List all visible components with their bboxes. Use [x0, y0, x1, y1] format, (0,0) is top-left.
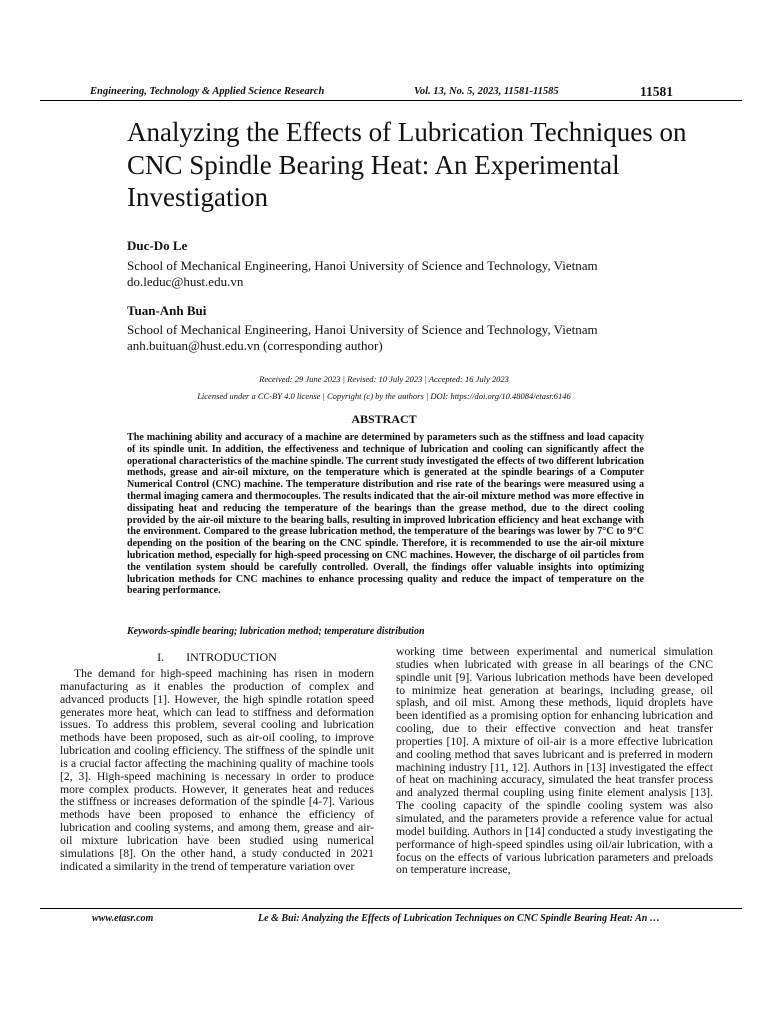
license-line: Licensed under a CC-BY 4.0 license | Copyright (c) by the authors | DOI: https://doi.org/10.48084/etasr.6146: [197, 391, 571, 401]
journal-name: Engineering, Technology & Applied Science Research: [90, 86, 325, 97]
abstract-text: The machining ability and accuracy of a machine are determined by parameters such as the stiffness and load capacity of its spindle unit. In addition, the effectiveness and technique of lubrication and cooling can significantly affect the operational characteristics of the machine spindle. The current study investigated the effects of two different lubrication methods, grease and air-oil mixture, on the temperature which is generated at the spindle bearings of a Computer Numerical Control (CNC) machine. The temperature distribution and rise rate of the bearings were measured using a thermal imaging camera and thermocouples. The results indicated that the air-oil mixture method was more effective in dissipating heat and reducing the temperature of the bearings than the grease method, due to the direct cooling provided by the air-oil mixture to the bearing balls, resulting in improved lubrication efficiency and heat exchange with the environment. Compared to the grease lubrication method, the temperature of the bearings was lower by 7°C to 9°C depending on the position of the bearing on the CNC spindle. Therefore, it is recommended to use the air-oil mixture lubrication method, especially for high-speed processing on CNC machines. However, the discharge of oil particles from the ventilation system should be carefully controlled. Overall, the findings offer valuable insights into optimizing lubrication methods for CNC machines to enhance processing quality and reduce the impact of temperature on the bearing performance.: [127, 432, 644, 597]
intro-continued-paragraph: working time between experimental and numerical simulation studies when lubricated with grease in all bearings of the CNC spindle unit [9]. Various lubrication methods have been developed to minimize heat generation at bearings, including grease, oil splash, and oil mist. Among these methods, liquid droplets have been identified as a promising option for enhancing lubrication and cooling, due to their effective convection and heat transfer properties [10]. A mixture of oil-air is a more effective lubrication and cooling method that saves lubricant and is preferred in modern machining industry [11, 12]. Authors in [13] investigated the effect of heat on machining accuracy, simulated the heat transfer process and analyzed thermal coupling using finite element analysis [13]. The cooling capacity of the spindle cooling system was also simulated, and the parameters provide a reference value for actual model building. Authors in [14] conducted a study investigating the performance of high-speed spindles using oil/air lubrication, with a focus on the effects of various lubrication parameters and preloads on temperature increase,: [396, 645, 713, 877]
received-dates: Received: 29 June 2023 | Revised: 10 July 2023 | Accepted: 16 July 2023: [259, 374, 509, 384]
footer-website: www.etasr.com: [92, 913, 154, 924]
left-column: [60, 668, 374, 874]
keywords: Keywords-spindle bearing; lubrication method; temperature distribution: [127, 626, 425, 637]
section-title: INTRODUCTION: [186, 650, 277, 664]
page-number: 11581: [640, 84, 674, 99]
author-1-affiliation: School of Mechanical Engineering, Hanoi University of Science and Technology, Vietnam: [127, 258, 598, 273]
volume-info: Vol. 13, No. 5, 2023, 11581-11585: [414, 86, 559, 97]
footer-citation: Le & Bui: Analyzing the Effects of Lubrication Techniques on CNC Spindle Bearing Heat: An …: [258, 913, 660, 924]
intro-paragraph: The demand for high-speed machining has risen in modern manufacturing as it enables the production of complex and advanced products [1]. However, the high spindle rotation speed generates more heat, which can lead to stiffness and deformation issues. To address this problem, several cooling and lubrication methods have been proposed, such as air-oil cooling, to improve lubrication and cooling efficiency. The stiffness of the spindle unit is a crucial factor affecting the machining quality of machine tools [2, 3]. High-speed machining is necessary in order to produce more complex products. However, it generates heat and reduces the stiffness or increases deformation of the spindle [4-7]. Various methods have been proposed to enhance the efficiency of lubrication and cooling systems, and among them, grease and air-oil mixture lubrication have been studied using numerical simulations [8]. On the other hand, a study conducted in 2021 indicated a similarity in the trend of temperature variation over: [60, 667, 374, 873]
author-2-affiliation: School of Mechanical Engineering, Hanoi University of Science and Technology, Vietnam: [127, 322, 598, 337]
paper-title: Analyzing the Effects of Lubrication Techniques on CNC Spindle Bearing Heat: An Experimental Investigation: [127, 117, 687, 212]
section-number: I.: [157, 650, 165, 664]
author-2-email: anh.buituan@hust.edu.vn (corresponding author): [127, 338, 383, 353]
author-1-name: Duc-Do Le: [127, 238, 188, 253]
section-heading: [60, 650, 374, 665]
footer-rule: [40, 908, 742, 909]
right-column: [396, 646, 713, 877]
abstract-heading: ABSTRACT: [351, 412, 417, 426]
header-rule: [40, 100, 742, 101]
author-2-name: Tuan-Anh Bui: [127, 303, 207, 318]
author-1-email: do.leduc@hust.edu.vn: [127, 274, 244, 289]
